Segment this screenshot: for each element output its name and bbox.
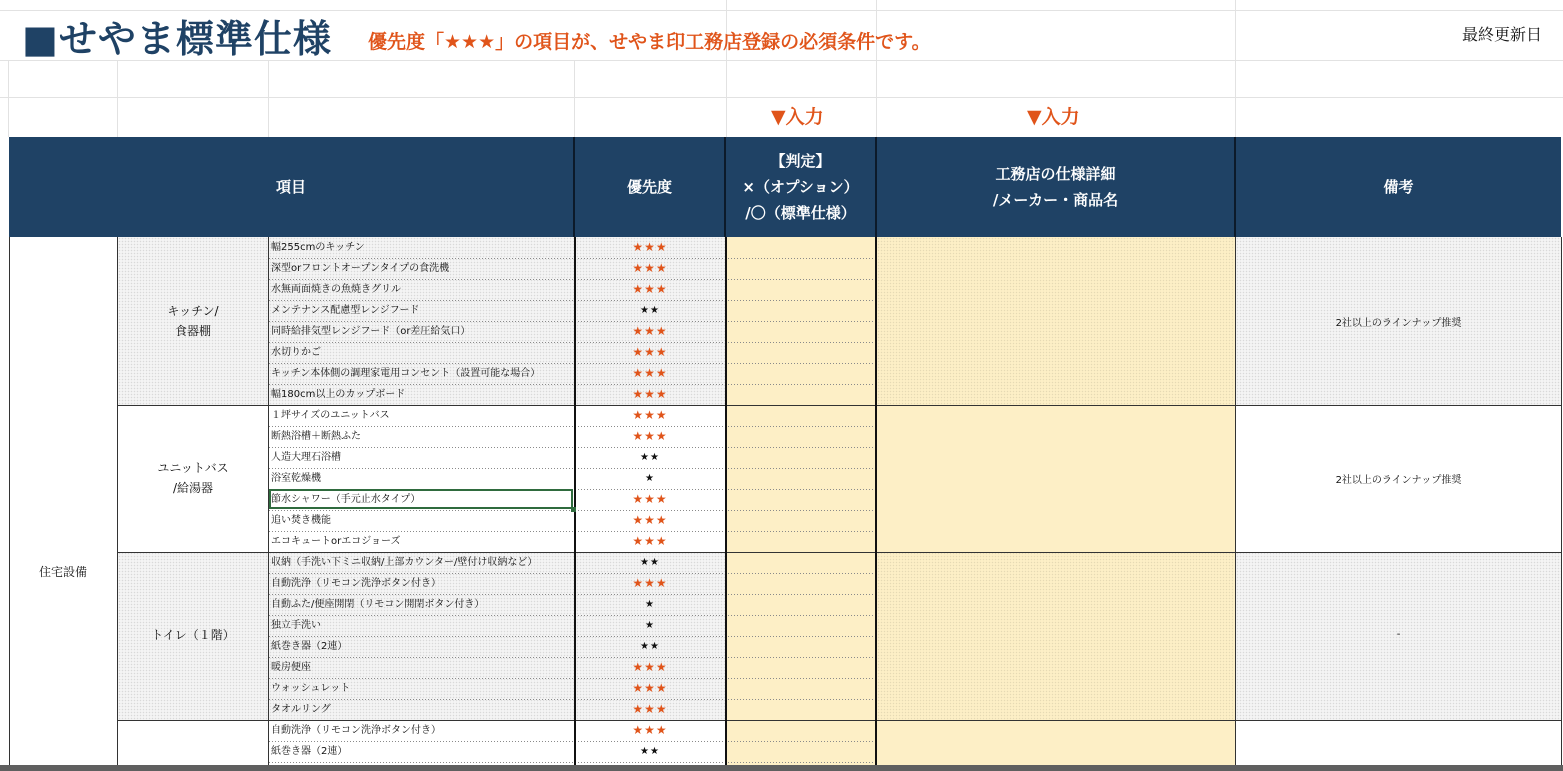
header-notes[interactable]: 備考 bbox=[1383, 178, 1414, 196]
priority-stars: ★★★ bbox=[632, 240, 668, 254]
item-cell[interactable]: 水無両面焼きの魚焼きグリル bbox=[271, 284, 401, 295]
item-cell[interactable]: 独立手洗い bbox=[271, 620, 321, 631]
judgement-input-column[interactable] bbox=[727, 237, 875, 765]
priority-stars: ★★★ bbox=[632, 660, 668, 674]
item-cell-selected[interactable]: 節水シャワー（手元止水タイプ） bbox=[271, 494, 421, 505]
priority-stars: ★★★ bbox=[632, 387, 668, 401]
item-cell[interactable]: 紙巻き器（2連） bbox=[271, 641, 348, 652]
priority-stars: ★★★ bbox=[632, 282, 668, 296]
item-cell[interactable]: 追い焚き機能 bbox=[271, 515, 331, 526]
item-cell[interactable]: 自動洗浄（リモコン洗浄ボタン付き） bbox=[271, 725, 441, 736]
priority-stars: ★★★ bbox=[632, 576, 668, 590]
item-cell[interactable]: 同時給排気型レンジフード（or差圧給気口） bbox=[271, 326, 471, 337]
category-label-kitchen: キッチン/ 食器棚 bbox=[167, 304, 219, 338]
item-cell[interactable]: 人造大理石浴槽 bbox=[271, 452, 341, 463]
item-cell[interactable]: 水切りかご bbox=[271, 347, 321, 358]
priority-stars: ★ bbox=[645, 620, 655, 631]
priority-stars: ★★★ bbox=[632, 681, 668, 695]
grid-line bbox=[0, 97, 1563, 98]
category-label-toilet: トイレ（１階） bbox=[151, 628, 235, 642]
note-toilet: - bbox=[1396, 629, 1401, 640]
grid-line bbox=[268, 60, 269, 137]
header-item[interactable]: 項目 bbox=[9, 137, 575, 237]
category-label-bath: ユニットバス /給湯器 bbox=[157, 461, 229, 495]
item-cell[interactable]: キッチン本体側の調理家電用コンセント（設置可能な場合） bbox=[271, 368, 541, 379]
grid-line bbox=[117, 60, 118, 137]
priority-stars: ★★★ bbox=[632, 345, 668, 359]
item-cell[interactable]: 暖房便座 bbox=[271, 662, 311, 673]
item-cell[interactable]: 浴室乾燥機 bbox=[271, 473, 321, 484]
item-cell[interactable]: タオルリング bbox=[271, 704, 331, 715]
item-cell[interactable]: ウォッシュレット bbox=[271, 683, 351, 694]
item-cell[interactable]: 幅180cm以上のカップボード bbox=[271, 389, 406, 400]
priority-stars: ★★★ bbox=[632, 702, 668, 716]
item-cell[interactable]: 幅255cmのキッチン bbox=[271, 242, 365, 253]
table-header bbox=[9, 137, 1561, 237]
input-marker-spec: ▼入力 bbox=[1027, 106, 1080, 128]
priority-stars: ★★★ bbox=[632, 366, 668, 380]
big-category-column bbox=[9, 237, 117, 765]
priority-stars: ★ bbox=[645, 473, 655, 484]
fill-handle[interactable] bbox=[571, 507, 576, 512]
column-border bbox=[9, 237, 10, 765]
category-cell[interactable] bbox=[118, 720, 268, 765]
priority-stars: ★★★ bbox=[632, 534, 668, 548]
horizontal-scrollbar[interactable] bbox=[0, 765, 1563, 771]
priority-stars: ★★★ bbox=[632, 513, 668, 527]
priority-stars: ★★ bbox=[640, 305, 660, 316]
sheet-subtitle: 優先度「★★★」の項目が、せやま印工務店登録の必須条件です。 bbox=[368, 31, 931, 53]
grid-line bbox=[726, 0, 727, 137]
last-updated-label: 最終更新日 bbox=[1462, 25, 1543, 44]
item-cell[interactable]: 自動ふた/便座開閉（リモコン開閉ボタン付き） bbox=[271, 599, 485, 610]
grid-line bbox=[574, 60, 575, 137]
grid-line bbox=[876, 0, 877, 137]
selected-cell-outline[interactable] bbox=[269, 489, 573, 509]
grid-line bbox=[1235, 0, 1236, 137]
priority-stars: ★★★ bbox=[632, 723, 668, 737]
priority-stars: ★★★ bbox=[632, 261, 668, 275]
priority-stars: ★★★ bbox=[632, 492, 668, 506]
priority-stars: ★★ bbox=[640, 746, 660, 757]
priority-stars: ★★ bbox=[640, 641, 660, 652]
item-cell[interactable]: 断熱浴槽＋断熱ふた bbox=[271, 431, 361, 442]
item-cell[interactable]: 紙巻き器（2連） bbox=[271, 746, 348, 757]
item-cell[interactable]: メンテナンス配慮型レンジフード bbox=[271, 305, 420, 316]
item-cell[interactable]: 深型orフロントオープンタイプの食洗機 bbox=[271, 263, 450, 274]
priority-stars: ★★ bbox=[640, 557, 660, 568]
header-spec-detail[interactable]: 工務店の仕様詳細 /メーカー・商品名 bbox=[877, 137, 1236, 237]
priority-stars: ★★★ bbox=[632, 429, 668, 443]
priority-stars: ★★ bbox=[640, 452, 660, 463]
grid-line bbox=[8, 60, 9, 137]
spec-detail-cell[interactable] bbox=[877, 552, 1235, 720]
spec-detail-cell[interactable] bbox=[877, 237, 1235, 405]
column-border bbox=[875, 237, 877, 765]
item-cell[interactable]: 収納（手洗い下ミニ収納/上部カウンター/壁付け収納など） bbox=[271, 557, 538, 568]
sheet-title: ■せやま標準仕様 bbox=[22, 17, 332, 61]
column-border bbox=[1561, 237, 1562, 765]
note-kitchen: 2社以上のラインナップ推奨 bbox=[1335, 318, 1462, 329]
note-bath: 2社以上のラインナップ推奨 bbox=[1335, 475, 1462, 486]
notes-cell[interactable] bbox=[1236, 720, 1562, 765]
column-border bbox=[725, 237, 727, 765]
item-cell[interactable]: １坪サイズのユニットバス bbox=[271, 410, 390, 421]
row-separator bbox=[269, 762, 875, 763]
header-judgement[interactable]: 【判定】 ×（オプション） /〇（標準仕様） bbox=[726, 137, 877, 237]
priority-stars: ★★★ bbox=[632, 408, 668, 422]
priority-stars: ★★★ bbox=[632, 324, 668, 338]
item-cell[interactable]: 自動洗浄（リモコン洗浄ボタン付き） bbox=[271, 578, 441, 589]
priority-stars: ★ bbox=[645, 599, 655, 610]
header-priority[interactable]: 優先度 bbox=[575, 137, 726, 237]
big-category-label: 住宅設備 bbox=[38, 565, 87, 579]
item-cell[interactable]: エコキュートorエコジョーズ bbox=[271, 536, 401, 547]
input-marker-judge: ▼入力 bbox=[771, 106, 824, 128]
